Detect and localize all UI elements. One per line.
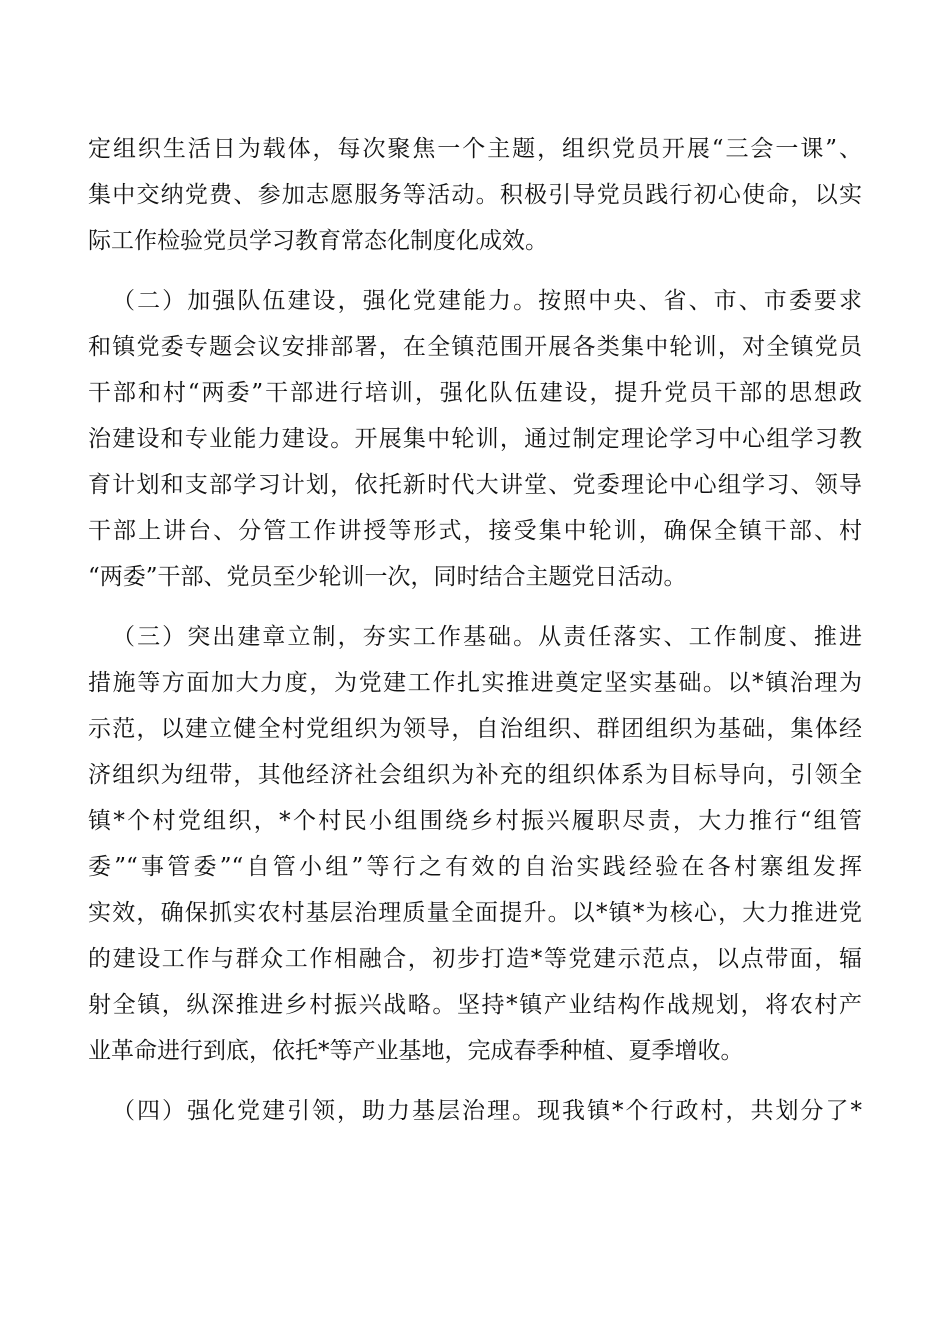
paragraph-3: [88, 614, 862, 1074]
paragraph-2: [88, 278, 862, 600]
text-line: 业革命进行到底，依托*等产业基地，完成春季种植、夏季增收。: [88, 1038, 744, 1064]
text-line: 济组织为纽带，其他经济社会组织为补充的组织体系为目标导向，引领全: [88, 762, 862, 788]
text-line: 示范，以建立健全村党组织为领导，自治组织、群团组织为基础，集体经: [88, 716, 862, 742]
text-line: 镇*个村党组织，*个村民小组围绕乡村振兴履职尽责，大力推行“组管: [88, 808, 862, 834]
paragraph-1: [88, 126, 862, 264]
text-line: 和镇党委专题会议安排部署，在全镇范围开展各类集中轮训，对全镇党员: [88, 334, 862, 360]
text-line: 射全镇，纵深推进乡村振兴战略。坚持*镇产业结构作战规划，将农村产: [88, 992, 862, 1018]
text-line: （四）强化党建引领，助力基层治理。现我镇*个行政村，共划分了*: [112, 1098, 862, 1124]
text-line: 实效，确保抓实农村基层治理质量全面提升。以*镇*为核心，大力推进党: [88, 900, 862, 926]
text-line: 定组织生活日为载体，每次聚焦一个主题，组织党员开展“三会一课”、: [88, 136, 862, 162]
text-line: 际工作检验党员学习教育常态化制度化成效。: [88, 228, 548, 254]
text-line: （三）突出建章立制，夯实工作基础。从责任落实、工作制度、推进: [112, 624, 862, 650]
text-line: “两委”干部、党员至少轮训一次，同时结合主题党日活动。: [88, 564, 687, 590]
text-line: 干部和村“两委”干部进行培训，强化队伍建设，提升党员干部的思想政: [88, 380, 862, 406]
text-line: 治建设和专业能力建设。开展集中轮训，通过制定理论学习中心组学习教: [88, 426, 862, 452]
text-line: （二）加强队伍建设，强化党建能力。按照中央、省、市、市委要求: [112, 288, 862, 314]
text-line: 干部上讲台、分管工作讲授等形式，接受集中轮训，确保全镇干部、村: [88, 518, 862, 544]
text-line: 的建设工作与群众工作相融合，初步打造*等党建示范点，以点带面，辐: [88, 946, 862, 972]
text-line: 集中交纳党费、参加志愿服务等活动。积极引导党员践行初心使命，以实: [88, 182, 862, 208]
text-line: 措施等方面加大力度，为党建工作扎实推进奠定坚实基础。以*镇治理为: [88, 670, 862, 696]
document-page: [88, 126, 862, 1148]
text-line: 委”“事管委”“自管小组”等行之有效的自治实践经验在各村寨组发挥: [88, 854, 862, 880]
text-line: 育计划和支部学习计划，依托新时代大讲堂、党委理论中心组学习、领导: [88, 472, 862, 498]
paragraph-4: [88, 1088, 862, 1134]
